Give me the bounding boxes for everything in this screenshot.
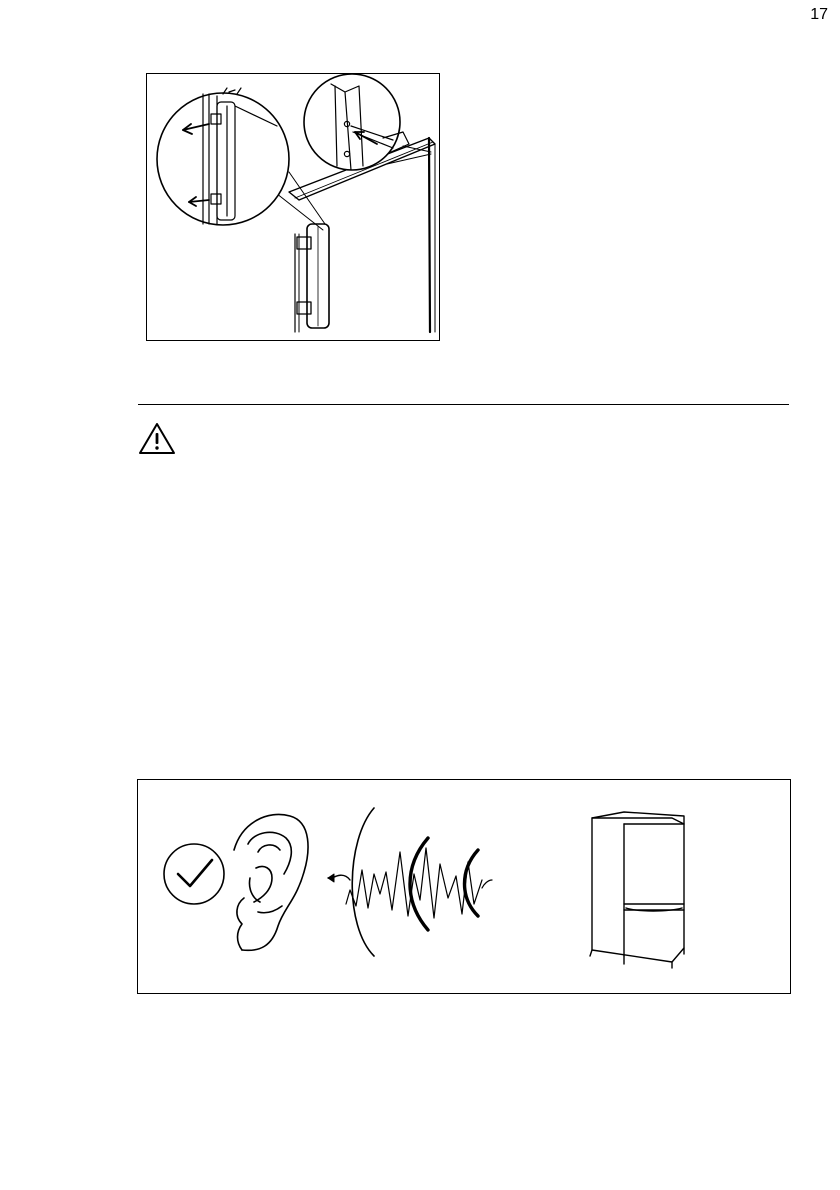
checkmark-icon (164, 844, 224, 904)
door-hinge-figure (146, 73, 440, 341)
noise-illustration (138, 780, 790, 993)
operating-noise-figure (137, 779, 791, 994)
fridge-icon (590, 812, 684, 968)
page-number: 17 (810, 6, 828, 23)
ear-icon (234, 814, 308, 950)
section-divider (138, 404, 789, 405)
warning-triangle-icon (137, 421, 177, 457)
door-hinge-illustration (147, 74, 439, 340)
